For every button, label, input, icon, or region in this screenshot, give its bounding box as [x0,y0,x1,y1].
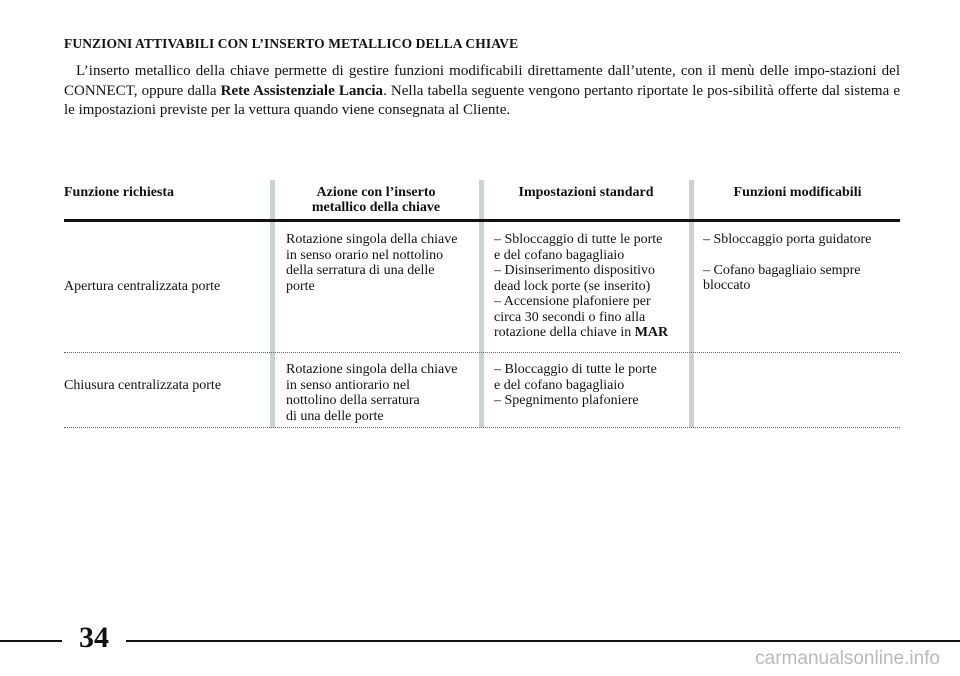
intro-text-1: L’inserto metallico della chiave permette di gestire funzioni modificabili direttamente dall’utente, con il menù delle impo-stazioni del CONNECT, oppure dalla [64,63,900,99]
row2-azione [286,362,476,424]
header-azione [276,185,476,215]
header-funzioni-modificabili: Funzioni modificabili [733,185,862,200]
row1-standard-line: – Accensione plafoniere per [494,294,651,309]
row1-standard-line: circa 30 secondi o fino alla [494,309,646,325]
row1-azione-line: in senso orario nel nottolino [286,247,444,263]
row-divider [64,427,900,428]
watermark: carmanualsonline.info [755,648,940,669]
row2-standard-line: – Spegnimento plafoniere [494,393,639,408]
footer-rule-right [126,640,960,642]
footer-rule-left [0,640,62,642]
intro-paragraph [64,62,900,121]
section-heading: FUNZIONI ATTIVABILI CON L’INSERTO METALLICO DELLA CHIAVE [64,36,519,51]
header-funzione-richiesta: Funzione richiesta [64,185,175,200]
column-separator [479,180,484,428]
row1-modificabili [703,232,900,294]
row2-azione-line: in senso antiorario nel [286,377,411,393]
page-number: 34 [79,621,109,654]
row1-standard-text: rotazione della chiave in [494,325,635,340]
row1-azione-line: della serratura di una delle [286,263,435,278]
row1-azione-line: porte [286,278,315,294]
intro-bold-dealer: Rete Assistenziale Lancia [220,82,384,99]
row2-azione-line: nottolino della serratura [286,393,420,408]
row2-azione-line: di una delle porte [286,408,384,424]
header-azione-line1: Azione con l’inserto [316,185,436,200]
row1-modificabili-line: – Cofano bagagliaio sempre [703,262,861,278]
column-separator [270,180,275,428]
row1-standard [494,232,686,341]
row2-standard [494,362,686,409]
row2-azione-line: Rotazione singola della chiave [286,362,458,377]
row1-standard-line: e del cofano bagagliaio [494,247,625,263]
intro-text-2: . Nella tabella seguente vengono pertanto riportate le pos-sibilità offerte dal sistema e le impostazioni previste per la vettura quando viene consegnata al Cliente. [64,82,901,118]
row1-azione-line: Rotazione singola della chiave [286,232,458,247]
column-separator [689,180,694,428]
row2-funzione: Chiusura centralizzata porte [64,378,222,393]
header-azione-line2: metallico della chiave [311,200,441,215]
row1-standard-mar: MAR [634,325,669,340]
row1-azione [286,232,476,294]
row1-standard-line: dead lock porte (se inserito) [494,278,651,294]
row1-standard-line: – Disinserimento dispositivo [494,263,655,278]
row1-standard-line: – Sbloccaggio di tutte le porte [494,232,663,247]
row-divider [64,352,900,353]
row1-modificabili-line: – Sbloccaggio porta guidatore [703,232,872,247]
row2-standard-line: e del cofano bagagliaio [494,377,625,393]
table-header-rule [64,219,900,222]
row1-modificabili-line: bloccato [703,278,751,293]
header-impostazioni-standard: Impostazioni standard [518,185,654,200]
row1-standard-line [494,325,686,341]
row1-funzione: Apertura centralizzata porte [64,279,221,294]
row2-standard-line: – Bloccaggio di tutte le porte [494,362,657,377]
row1-modificabili-spacer [703,248,900,263]
